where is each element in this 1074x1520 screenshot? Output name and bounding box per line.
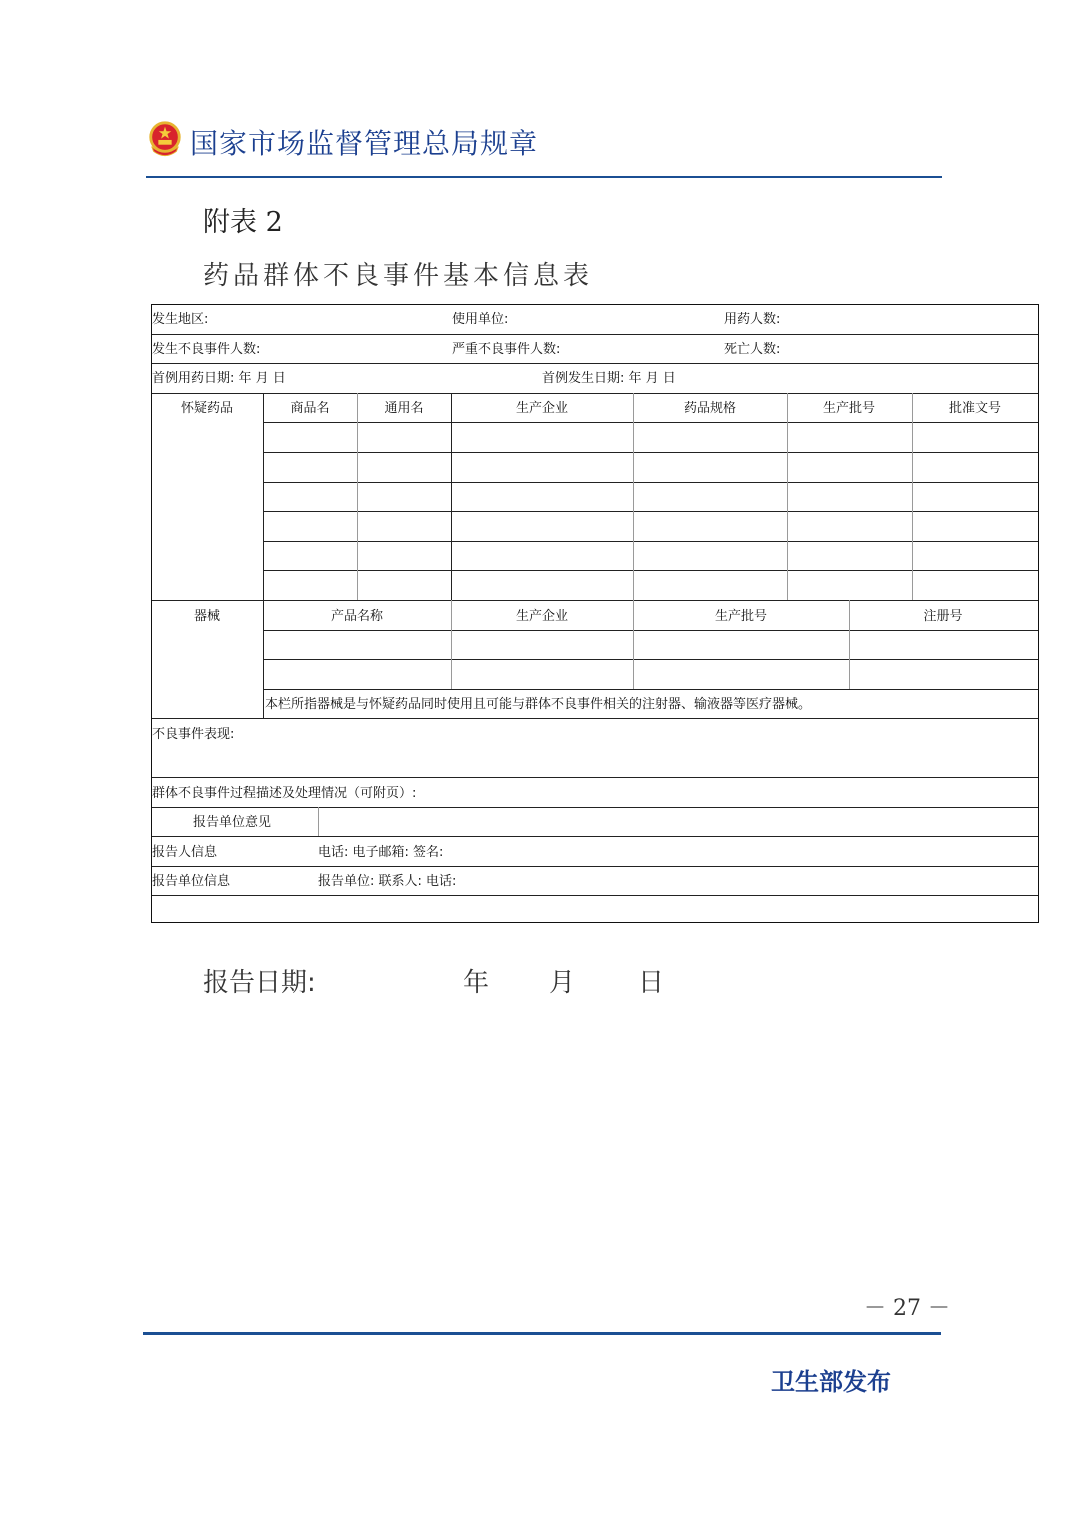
report-date-day: 日: [638, 968, 665, 998]
region-label: 发生地区:: [152, 312, 209, 327]
drug-header-trade-name: 商品名: [290, 401, 330, 416]
reporter-info-label: 报告人信息: [152, 845, 218, 860]
unit-opinion-label: 报告单位意见: [193, 815, 272, 830]
devices-label: 器械: [193, 609, 221, 624]
user-unit-label: 使用单位:: [452, 312, 509, 327]
manifestation-label: 不良事件表现:: [152, 727, 235, 742]
suspected-drugs-label: 怀疑药品: [180, 401, 234, 416]
death-count-label: 死亡人数:: [724, 342, 781, 357]
form-title: 药品群体不良事件基本信息表: [203, 261, 594, 291]
header-divider: [146, 176, 942, 178]
process-description-label: 群体不良事件过程描述及处理情况（可附页）:: [152, 786, 417, 801]
page-number: － 27 －: [864, 1296, 950, 1321]
adverse-event-form: [151, 304, 1039, 923]
drug-header-batch-number: 生产批号: [822, 401, 876, 416]
device-header-product-name: 产品名称: [330, 609, 384, 624]
reporter-info-fields: 电话: 电子邮箱: 签名:: [318, 845, 444, 860]
drug-header-manufacturer: 生产企业: [515, 401, 569, 416]
adverse-count-label: 发生不良事件人数:: [152, 342, 261, 357]
first-med-date-label: 首例用药日期: 年 月 日: [152, 371, 286, 386]
publisher-label: 卫生部发布: [771, 1368, 891, 1396]
unit-info-label: 报告单位信息: [152, 874, 231, 889]
device-note: 本栏所指器械是与怀疑药品同时使用且可能与群体不良事件相关的注射器、输液器等医疗器械。: [265, 697, 812, 712]
device-header-registration-number: 注册号: [923, 609, 963, 624]
first-event-date-label: 首例发生日期: 年 月 日: [542, 371, 676, 386]
drug-header-approval-number: 批准文号: [948, 401, 1002, 416]
drug-header-specification: 药品规格: [683, 401, 737, 416]
page-header: [146, 118, 942, 178]
report-date-month: 月: [549, 968, 576, 998]
report-date-label: 报告日期:: [203, 968, 316, 998]
header-title: 国家市场监督管理总局规章: [190, 127, 539, 160]
serious-count-label: 严重不良事件人数:: [452, 342, 561, 357]
unit-info-fields: 报告单位: 联系人: 电话:: [318, 874, 457, 889]
medicated-count-label: 用药人数:: [724, 312, 781, 327]
report-date-year: 年: [463, 968, 490, 998]
footer-divider: [143, 1332, 941, 1335]
drug-header-generic-name: 通用名: [384, 401, 424, 416]
annex-label: 附表 2: [203, 207, 283, 238]
device-header-batch-number: 生产批号: [714, 609, 768, 624]
device-header-manufacturer: 生产企业: [515, 609, 569, 624]
national-emblem-icon: [146, 120, 184, 158]
